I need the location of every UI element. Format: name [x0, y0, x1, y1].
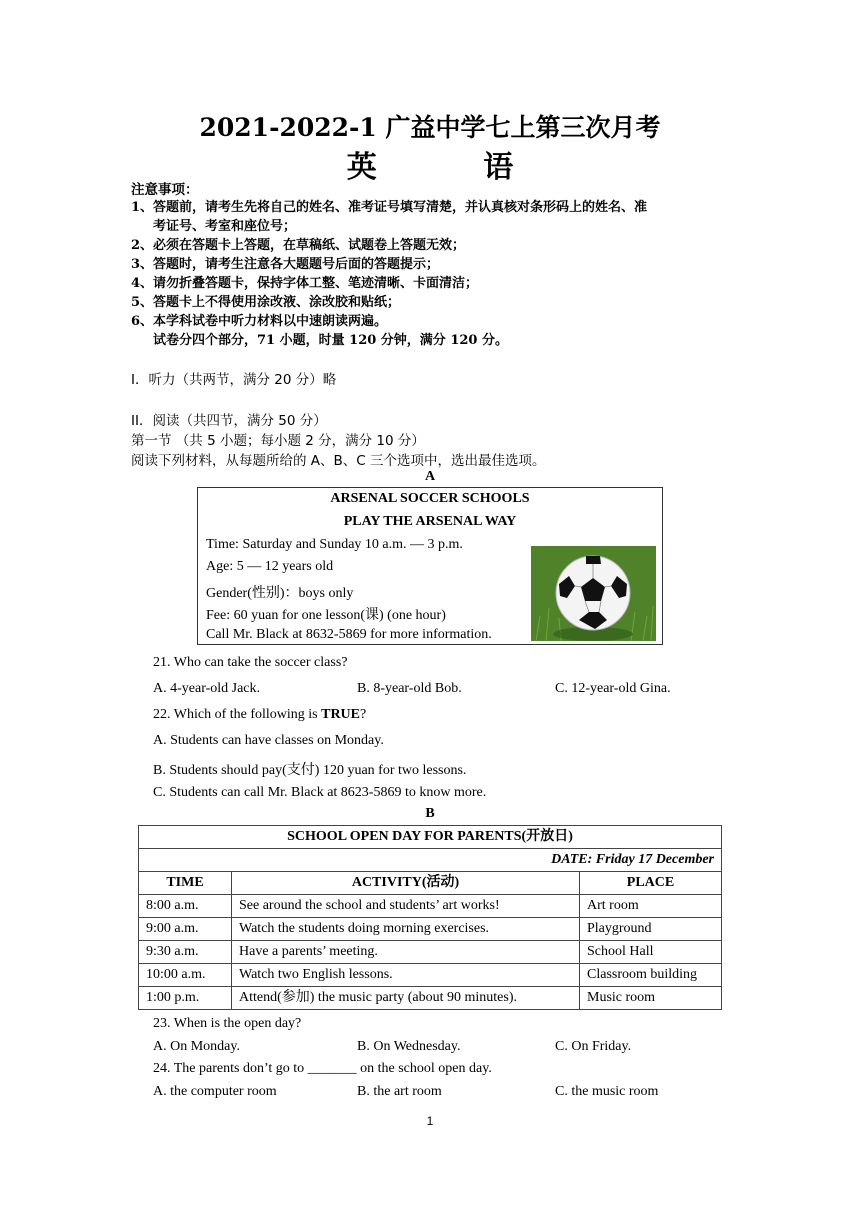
- passage-a-subtitle: PLAY THE ARSENAL WAY: [343, 514, 517, 529]
- part-one-heading: 第一节 （共 5 小题；每小题 2 分，满分 10 分）: [131, 433, 425, 449]
- open-day-table: [138, 825, 722, 1010]
- table-cell-activity: Watch the students doing morning exercises.: [232, 918, 580, 941]
- subject-title: 英 语: [346, 150, 562, 185]
- passage-a-label: A: [424, 469, 436, 484]
- exam-title: 2021-2022-1 广益中学七上第三次月考: [199, 113, 661, 142]
- table-header-place: PLACE: [580, 872, 722, 895]
- exam-summary: 试卷分四个部分，71 小题，时量 120 分钟，满分 120 分。: [153, 333, 508, 348]
- passage-a-line: Age: 5 — 12 years old: [206, 559, 334, 574]
- table-row: [139, 895, 722, 918]
- answer-option: A. 4-year-old Jack.: [153, 681, 261, 696]
- table-cell-activity: Attend(参加) the music party (about 90 minutes).: [232, 987, 580, 1010]
- answer-option: C. 12-year-old Gina.: [555, 681, 671, 696]
- table-cell-activity: Have a parents’ meeting.: [232, 941, 580, 964]
- table-header-activity: ACTIVITY(活动): [232, 872, 580, 895]
- answer-option: B. 8-year-old Bob.: [357, 681, 462, 696]
- table-cell-place: Classroom building: [580, 964, 722, 987]
- answer-option: C. Students can call Mr. Black at 8623-5869 to know more.: [153, 785, 487, 800]
- passage-a-line: Fee: 60 yuan for one lesson(课) (one hour): [206, 608, 446, 623]
- table-date: DATE: Friday 17 December: [139, 849, 722, 872]
- question-stem: [153, 707, 366, 723]
- notice-item-continuation: 考证号、考室和座位号；: [153, 219, 297, 234]
- table-cell-time: 9:30 a.m.: [139, 941, 232, 964]
- notice-item: 4、请勿折叠答题卡，保持字体工整、笔迹清晰、卡面清洁；: [131, 276, 479, 291]
- passage-b-label: B: [425, 806, 435, 821]
- table-cell-activity: Watch two English lessons.: [232, 964, 580, 987]
- reading-instruction: 阅读下列材料，从每题所给的 A、B、C 三个选项中，选出最佳选项。: [131, 453, 546, 469]
- passage-a-line: Gender(性别)：boys only: [206, 586, 354, 601]
- passage-a-line: Time: Saturday and Sunday 10 a.m. — 3 p.m.: [206, 537, 463, 552]
- table-row: [139, 964, 722, 987]
- table-row: [139, 918, 722, 941]
- answer-option: B. On Wednesday.: [357, 1039, 461, 1054]
- table-cell-time: 8:00 a.m.: [139, 895, 232, 918]
- passage-a-title: ARSENAL SOCCER SCHOOLS: [330, 491, 530, 506]
- notice-item: 3、答题时，请考生注意各大题题号后面的答题提示；: [131, 257, 440, 272]
- table-cell-time: 1:00 p.m.: [139, 987, 232, 1010]
- answer-option: B. Students should pay(支付) 120 yuan for two lessons.: [153, 763, 467, 778]
- section-reading-heading: II．阅读（共四节，满分 50 分）: [131, 413, 327, 429]
- notice-item: 6、本学科试卷中听力材料以中速朗读两遍。: [131, 314, 388, 329]
- table-header-time: TIME: [139, 872, 232, 895]
- answer-option: A. On Monday.: [153, 1039, 240, 1054]
- section-listening-heading: I．听力（共两节，满分 20 分）略: [131, 372, 337, 388]
- question-stem-text: 22. Which of the following is: [153, 707, 322, 722]
- answer-option: B. the art room: [357, 1084, 442, 1099]
- table-title: SCHOOL OPEN DAY FOR PARENTS(开放日): [139, 826, 722, 849]
- notice-item: 5、答题卡上不得使用涂改液、涂改胶和贴纸；: [131, 295, 401, 310]
- question-stem-end: ?: [360, 707, 367, 722]
- passage-a-line: Call Mr. Black at 8632-5869 for more information.: [206, 627, 492, 642]
- notice-heading: 注意事项：: [131, 182, 199, 198]
- table-cell-place: Music room: [580, 987, 722, 1010]
- table-cell-time: 10:00 a.m.: [139, 964, 232, 987]
- table-row: [139, 987, 722, 1010]
- question-stem: 24. The parents don’t go to _______ on the school open day.: [153, 1061, 492, 1076]
- question-stem: 21. Who can take the soccer class?: [153, 655, 348, 670]
- table-cell-place: School Hall: [580, 941, 722, 964]
- table-cell-time: 9:00 a.m.: [139, 918, 232, 941]
- answer-option: A. the computer room: [153, 1084, 277, 1099]
- question-stem-emphasis: TRUE: [321, 707, 361, 722]
- soccer-ball-image: [531, 546, 656, 641]
- answer-option: C. On Friday.: [555, 1039, 632, 1054]
- answer-option: C. the music room: [555, 1084, 659, 1099]
- notice-item: 1、答题前，请考生先将自己的姓名、准考证号填写清楚，并认真核对条形码上的姓名、准: [131, 200, 648, 215]
- table-cell-place: Art room: [580, 895, 722, 918]
- table-cell-activity: See around the school and students’ art works!: [232, 895, 580, 918]
- notice-item: 2、必须在答题卡上答题，在草稿纸、试题卷上答题无效；: [131, 238, 466, 253]
- table-row: [139, 941, 722, 964]
- page-number: 1: [426, 1114, 434, 1128]
- passage-a-box: [197, 487, 663, 645]
- table-cell-place: Playground: [580, 918, 722, 941]
- answer-option: A. Students can have classes on Monday.: [153, 733, 384, 748]
- question-stem: 23. When is the open day?: [153, 1016, 302, 1031]
